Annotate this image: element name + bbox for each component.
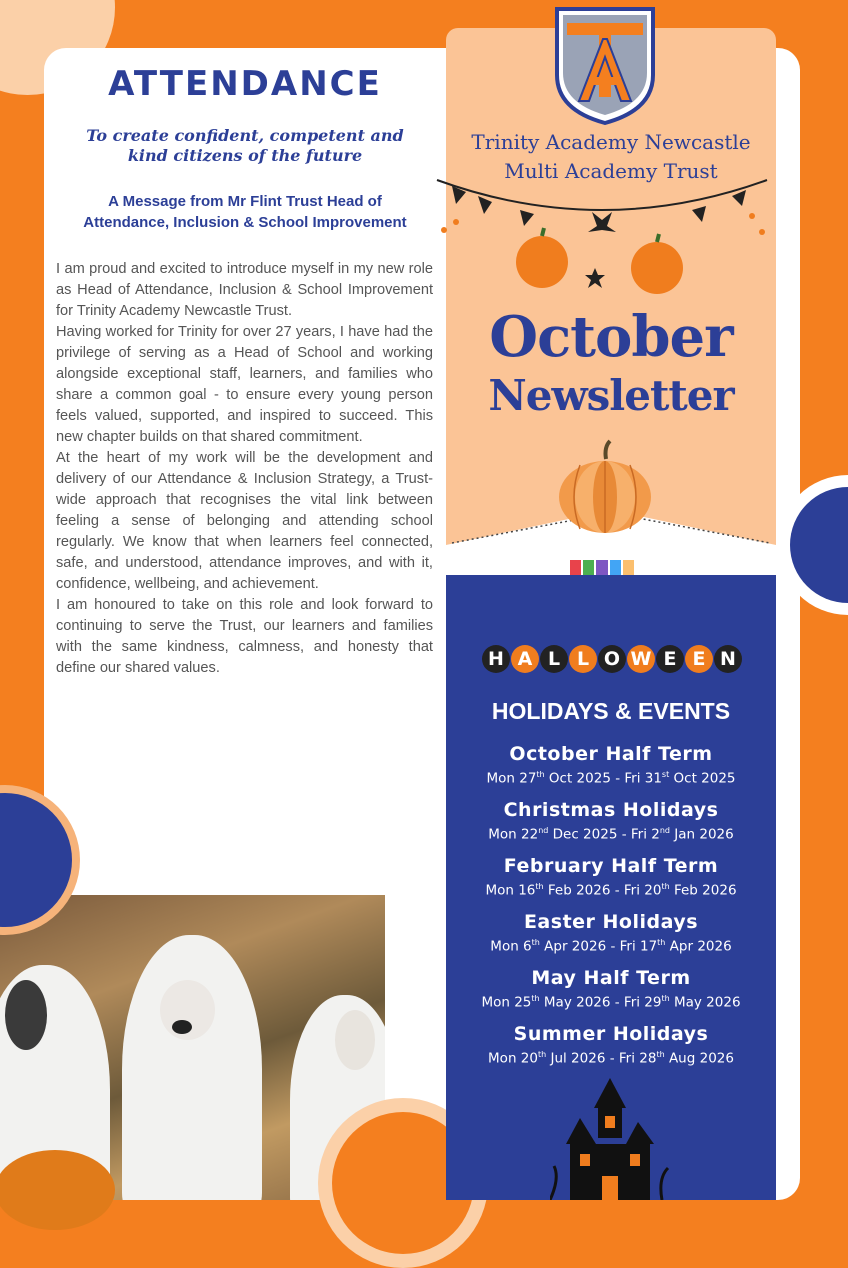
trust-logo-icon: [553, 5, 657, 125]
body-paragraph: I am proud and excited to introduce myself in my new role as Head of Attendance, Inclusion & School Improvement for Trinity Academy Newcastle Trust.: [56, 261, 433, 319]
event-name: October Half Term: [509, 743, 713, 765]
dog-head: [5, 980, 47, 1050]
body-paragraph: I am honoured to take on this role and look forward to continuing to serve the Trust, our learners and families with the same kindness, calmness, and honesty that define our shared values.: [56, 597, 433, 676]
tagline-line-1: To create confident, competent and: [86, 126, 404, 145]
halloween-letter: L: [569, 645, 597, 673]
event-dates: Mon 22nd Dec 2025 - Fri 2nd Jan 2026: [488, 826, 734, 843]
event-name: May Half Term: [531, 967, 691, 989]
newsletter-month: October: [489, 304, 733, 370]
event-name: Summer Holidays: [513, 1023, 709, 1045]
halloween-letter: E: [656, 645, 684, 673]
halloween-letters: [452, 645, 772, 681]
holidays-title: HOLIDAYS & EVENTS: [491, 698, 731, 724]
event-dates: Mon 25th May 2026 - Fri 29th May 2026: [481, 994, 741, 1011]
halloween-letter: L: [540, 645, 568, 673]
event-name: Easter Holidays: [523, 911, 699, 933]
message-heading-line-1: A Message from Mr Flint Trust Head of: [108, 193, 382, 210]
attendance-title: ATTENDANCE: [108, 64, 382, 104]
dog-head: [335, 1010, 375, 1070]
haunted-house-icon: [550, 1078, 670, 1200]
event-dates: Mon 20th Jul 2026 - Fri 28th Aug 2026: [488, 1050, 734, 1067]
halloween-letter: H: [482, 645, 510, 673]
message-body: [56, 259, 433, 679]
event-name: Christmas Holidays: [503, 799, 719, 821]
halloween-letter: W: [627, 645, 655, 673]
newsletter-title: Newsletter: [488, 371, 734, 420]
event-dates: Mon 16th Feb 2026 - Fri 20th Feb 2026: [485, 882, 737, 899]
carved-pumpkin: [0, 1150, 115, 1230]
halloween-letter: N: [714, 645, 742, 673]
ghost-sheet: [122, 935, 262, 1200]
halloween-letter: E: [685, 645, 713, 673]
tagline: [70, 126, 420, 166]
event-dates: Mon 6th Apr 2026 - Fri 17th Apr 2026: [490, 938, 732, 955]
tagline-line-2: kind citizens of the future: [127, 146, 363, 165]
dog-nose: [172, 1020, 192, 1034]
trust-name-line-2: Multi Academy Trust: [504, 159, 718, 183]
body-paragraph: Having worked for Trinity for over 27 years, I have had the privilege of serving as a Head of School and working alongside exceptional staff, learners, and families who share a common goal - to ensure every young person feels valued, supported, and inspired to succeed. This new chapter builds on that shared commitment.: [56, 324, 433, 445]
halloween-bunting: [432, 160, 772, 300]
halloween-letter: A: [511, 645, 539, 673]
halloween-letter: O: [598, 645, 626, 673]
body-paragraph: At the heart of my work will be the development and delivery of our Attendance & Inclusion Strategy, a Trust-wide approach that recognises the vital link between feeling a sense of belonging and attending school regularly. We know that when learners feel connected, safe, and understood, attendance improves, and with it, confidence, wellbeing, and achievement.: [56, 450, 433, 592]
trust-name-line-1: Trinity Academy Newcastle: [471, 130, 751, 154]
pumpkin-icon: [550, 437, 660, 537]
event-name: February Half Term: [503, 855, 719, 877]
message-heading: [55, 191, 435, 233]
event-dates: Mon 27th Oct 2025 - Fri 31st Oct 2025: [486, 770, 736, 787]
message-heading-line-2: Attendance, Inclusion & School Improvement: [83, 214, 407, 231]
